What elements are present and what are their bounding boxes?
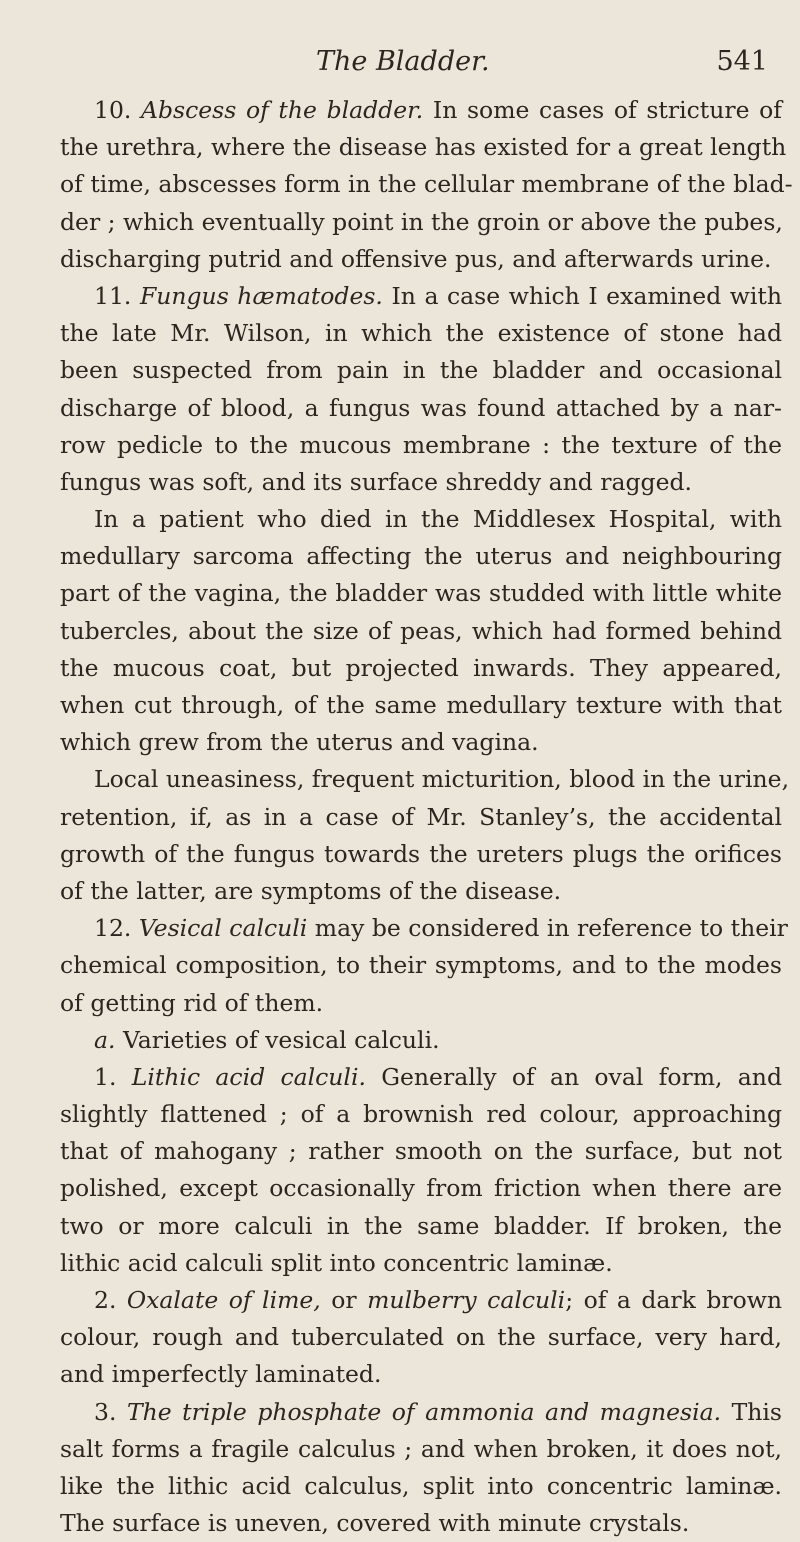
text-line (60, 1319, 782, 1356)
text-run: that of mahogany ; rather smooth on the surface, but not (60, 1137, 782, 1166)
text-run: Local uneasiness, frequent micturition, blood in the urine, (94, 765, 790, 794)
text-run: discharge of blood, a fungus was found attached by a nar- (60, 393, 782, 422)
text-line (60, 1282, 782, 1319)
body-text (60, 92, 793, 1542)
text-run: 3. (94, 1397, 127, 1426)
text-line (60, 575, 782, 612)
text-line (60, 390, 782, 427)
text-line (60, 1096, 782, 1133)
text-line (60, 687, 782, 724)
text-line (60, 538, 782, 575)
text-run: been suspected from pain in the bladder and occasional (60, 356, 782, 385)
text-line (60, 427, 782, 464)
text-run: colour, rough and tuberculated on the surface, very hard, (60, 1323, 782, 1352)
italic-text: Vesical calculi (138, 914, 308, 943)
text-run: salt forms a fragile calculus ; and when broken, it does not, (60, 1434, 782, 1463)
text-line (60, 204, 782, 241)
text-run: Generally of an oval form, and (365, 1062, 782, 1091)
text-run: may be considered in reference to their (307, 914, 788, 943)
text-run: chemical composition, to their symptoms, and to the modes (60, 951, 782, 980)
text-run: growth of the fungus towards the ureters plugs the orifices (60, 839, 782, 868)
text-run: In a case which I examined with (382, 281, 783, 310)
italic-text: mulberry calculi (367, 1286, 566, 1314)
text-run: two or more calculi in the same bladder. If broken, the (60, 1211, 782, 1240)
text-line (60, 92, 782, 129)
text-line (60, 464, 782, 501)
text-run: slightly flattened ; of a brownish red colour, approaching (60, 1100, 782, 1129)
text-run: This (721, 1397, 782, 1426)
text-run: of the latter, are symptoms of the disease. (60, 876, 562, 905)
text-line (60, 1468, 782, 1505)
page-header (0, 46, 800, 86)
text-line (60, 724, 782, 761)
text-line (60, 836, 782, 873)
text-line (60, 278, 782, 315)
text-line (60, 873, 782, 910)
text-run: In some cases of stricture of (423, 96, 782, 124)
text-line (60, 241, 782, 278)
text-run: ; of a dark brown (565, 1286, 782, 1314)
text-run: 11. (94, 281, 140, 310)
text-line (60, 1170, 782, 1207)
text-run: and imperfectly laminated. (60, 1360, 382, 1389)
text-run: of time, abscesses form in the cellular membrane of the blad- (60, 170, 793, 199)
text-line (60, 1208, 782, 1245)
text-line (60, 1133, 782, 1170)
text-line (60, 985, 782, 1022)
text-line (60, 910, 788, 947)
text-line (60, 1356, 782, 1393)
text-run: 2. (94, 1286, 127, 1314)
text-run: polished, except occasionally from friction when there are (60, 1174, 782, 1203)
text-run: 1. (94, 1062, 132, 1091)
text-run: der ; which eventually point in the groin or above the pubes, (60, 207, 783, 236)
italic-text: Abscess of the bladder. (141, 96, 424, 124)
text-line (60, 1394, 782, 1431)
page-number: 541 (716, 46, 768, 77)
text-line (60, 129, 787, 166)
text-run: 10. (94, 96, 142, 124)
text-run: like the lithic acid calculus, split into concentric laminæ. (60, 1471, 782, 1500)
text-run: part of the vagina, the bladder was studded with little white (60, 579, 782, 608)
text-run: medullary sarcoma affecting the uterus and neighbouring (60, 542, 782, 571)
text-line (60, 1431, 782, 1468)
text-run: the urethra, where the disease has existed for a great length (60, 133, 787, 162)
text-line (60, 613, 782, 650)
text-run: 12. (94, 914, 139, 943)
text-run: fungus was soft, and its surface shreddy and ragged. (60, 467, 693, 496)
text-run: which grew from the uterus and vagina. (60, 728, 539, 757)
text-line (60, 315, 782, 352)
text-run: of getting rid of them. (60, 988, 324, 1017)
text-line (60, 1245, 782, 1282)
text-run: the late Mr. Wilson, in which the existence of stone had (60, 319, 782, 348)
text-run: lithic acid calculi split into concentric laminæ. (60, 1248, 613, 1277)
text-run: row pedicle to the mucous membrane : the texture of the (60, 430, 782, 459)
italic-text: The triple phosphate of ammonia and magnesia. (126, 1397, 722, 1426)
italic-text: Oxalate of lime, (126, 1286, 321, 1314)
text-line (60, 1505, 782, 1542)
running-title: The Bladder. (316, 46, 490, 77)
text-run: Varieties of vesical calculi. (115, 1025, 440, 1054)
text-run: discharging putrid and offensive pus, and afterwards urine. (60, 244, 772, 273)
text-run: In a patient who died in the Middlesex Hospital, with (94, 505, 782, 534)
text-run: or (320, 1286, 368, 1314)
text-line (60, 799, 782, 836)
text-run: retention, if, as in a case of Mr. Stanley’s, the accidental (60, 802, 782, 831)
text-line (60, 1059, 782, 1096)
italic-text: Lithic acid calculi. (131, 1062, 366, 1091)
text-line (60, 650, 782, 687)
text-run: when cut through, of the same medullary texture with that (60, 691, 782, 719)
text-line (60, 166, 793, 203)
text-line (60, 1022, 782, 1059)
text-run: tubercles, about the size of peas, which had formed behind (60, 616, 782, 645)
text-line (60, 501, 782, 538)
text-run: The surface is uneven, covered with minute crystals. (60, 1509, 690, 1538)
text-run: the mucous coat, but projected inwards. They appeared, (60, 653, 782, 682)
italic-text: Fungus hæmatodes. (139, 281, 383, 310)
text-line (60, 947, 782, 984)
text-line (60, 761, 790, 798)
italic-text: a. (94, 1025, 116, 1054)
text-line (60, 352, 782, 389)
